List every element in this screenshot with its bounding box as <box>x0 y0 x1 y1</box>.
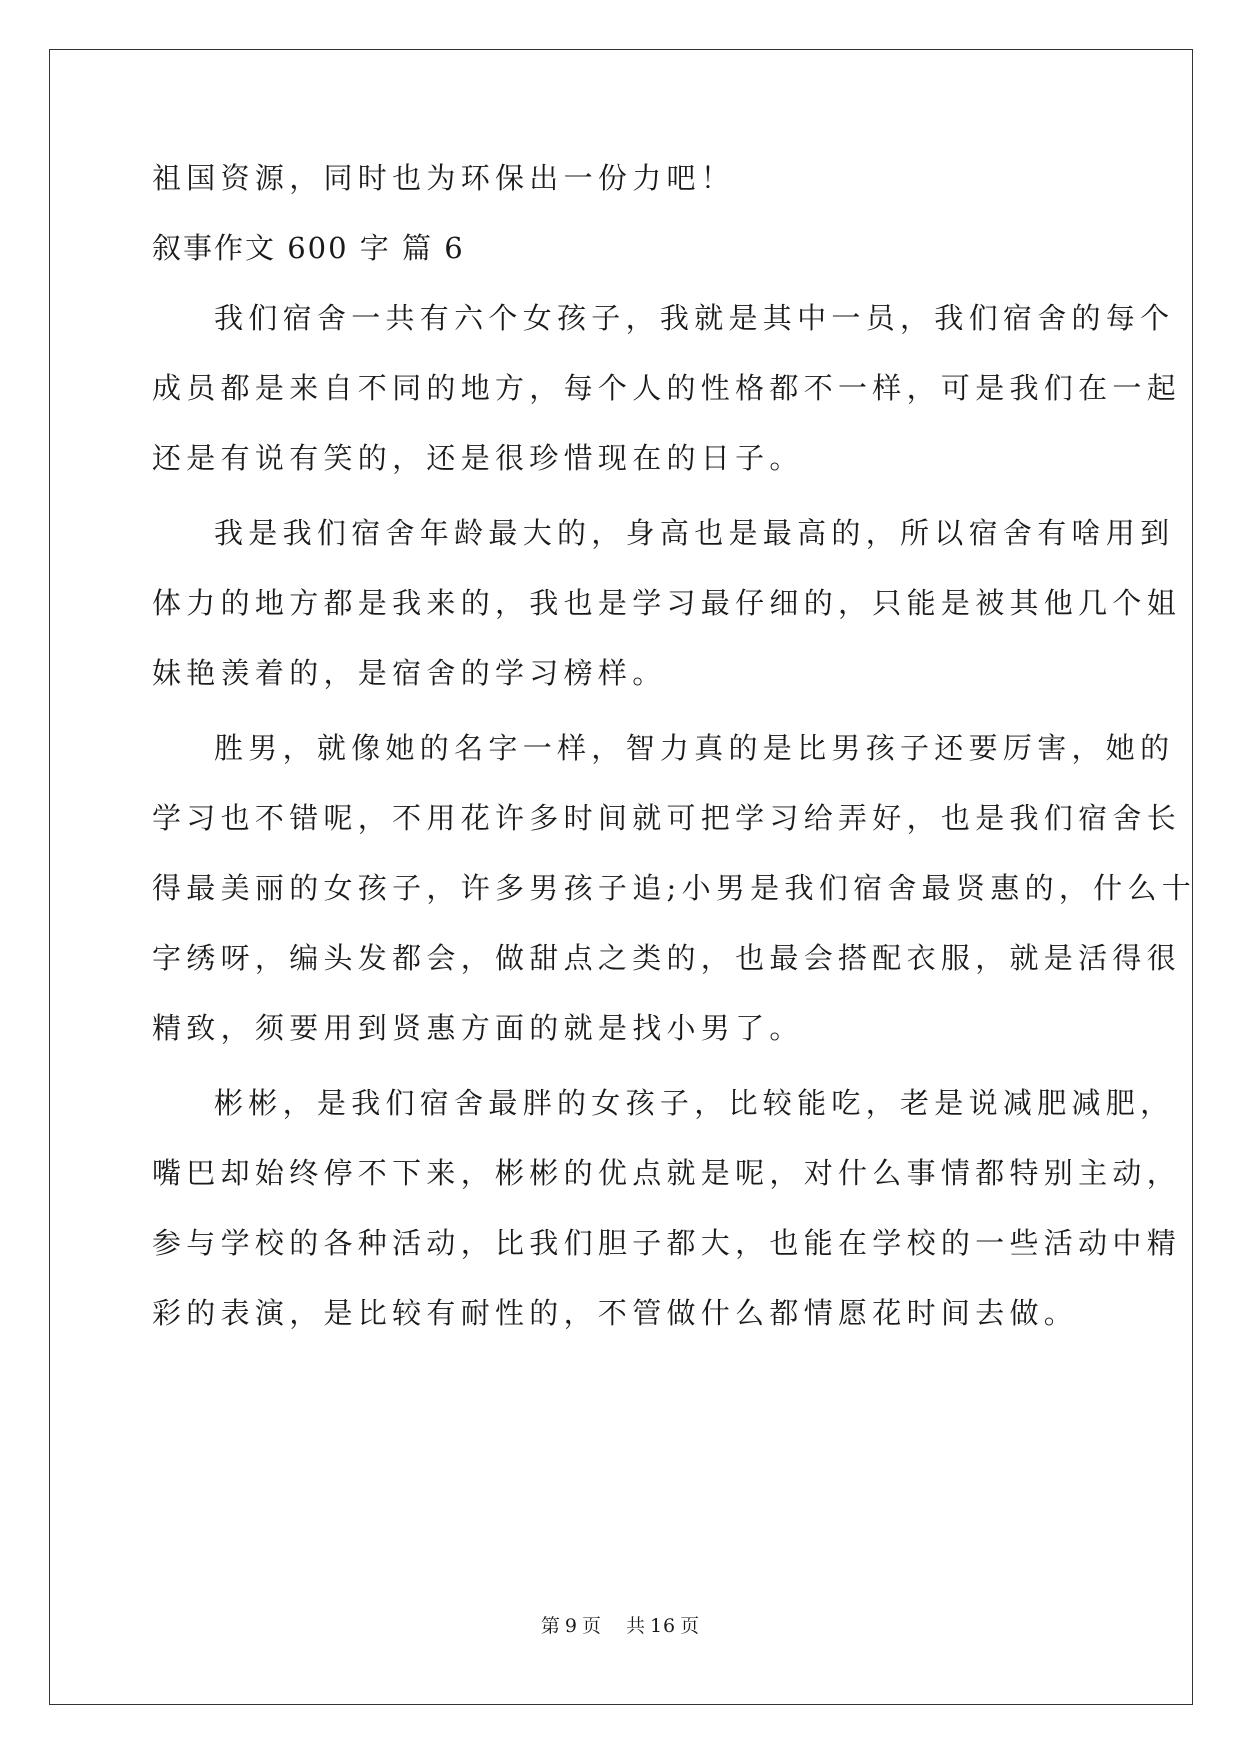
text-line: 得最美丽的女孩子，许多男孩子追;小男是我们宿舍最贤惠的，什么十 <box>152 871 1197 905</box>
text-line: 嘴巴却始终停不下来，彬彬的优点就是呢，对什么事情都特别主动， <box>152 1156 1182 1190</box>
text-line: 彬彬，是我们宿舍最胖的女孩子，比较能吃，老是说减肥减肥， <box>214 1086 1175 1120</box>
total-pages: 16 <box>649 1615 677 1637</box>
footer-page-prefix: 第 <box>540 1615 561 1637</box>
text-line: 妹艳羡着的，是宿舍的学习榜样。 <box>152 656 667 690</box>
footer-total-suffix: 页 <box>680 1615 701 1637</box>
text-line: 精致，须要用到贤惠方面的就是找小男了。 <box>152 1011 804 1045</box>
text-line: 字绣呀，编头发都会，做甜点之类的，也最会搭配衣服，就是活得很 <box>152 941 1182 975</box>
section-heading: 叙事作文 600 字 篇 6 <box>152 231 465 265</box>
footer-page-suffix: 页 <box>581 1615 602 1637</box>
text-line: 我们宿舍一共有六个女孩子，我就是其中一员，我们宿舍的每个 <box>214 301 1175 335</box>
text-line: 学习也不错呢，不用花许多时间就可把学习给弄好，也是我们宿舍长 <box>152 801 1182 835</box>
text-line: 祖国资源，同时也为环保出一份力吧！ <box>152 161 736 195</box>
text-line: 胜男，就像她的名字一样，智力真的是比男孩子还要厉害，她的 <box>214 731 1175 765</box>
text-line: 体力的地方都是我来的，我也是学习最仔细的，只能是被其他几个姐 <box>152 586 1182 620</box>
text-line: 彩的表演，是比较有耐性的，不管做什么都情愿花时间去做。 <box>152 1296 1079 1330</box>
text-line: 我是我们宿舍年龄最大的，身高也是最高的，所以宿舍有啥用到 <box>214 516 1175 550</box>
page-footer <box>0 1614 1241 1638</box>
page-number: 9 <box>564 1615 578 1637</box>
text-line: 成员都是来自不同的地方，每个人的性格都不一样，可是我们在一起 <box>152 371 1182 405</box>
footer-total-prefix: 共 <box>625 1615 646 1637</box>
text-line: 参与学校的各种活动，比我们胆子都大，也能在学校的一些活动中精 <box>152 1226 1182 1260</box>
text-line: 还是有说有笑的，还是很珍惜现在的日子。 <box>152 441 804 475</box>
